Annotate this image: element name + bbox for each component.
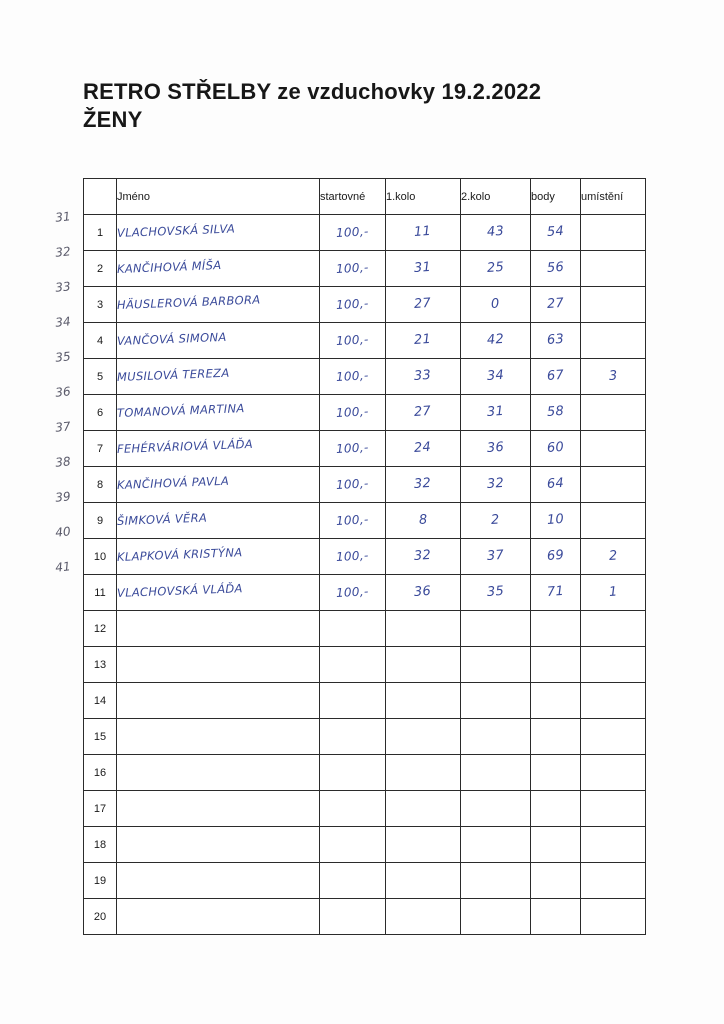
cell-points	[531, 863, 581, 899]
table-row	[84, 287, 646, 323]
margin-number: 38	[54, 454, 72, 470]
cell-points-handwriting: 56	[546, 259, 565, 276]
cell-entry-fee	[320, 791, 386, 827]
cell-entry-fee	[320, 575, 386, 611]
header-number	[84, 179, 117, 215]
cell-round2	[461, 431, 531, 467]
cell-round1-handwriting: 32	[413, 475, 433, 492]
cell-number: 18	[84, 827, 117, 863]
cell-placement	[581, 719, 646, 755]
cell-round2	[461, 287, 531, 323]
cell-placement	[581, 791, 646, 827]
cell-round1	[386, 359, 461, 395]
cell-placement	[581, 539, 646, 575]
table-row	[84, 395, 646, 431]
cell-round2	[461, 863, 531, 899]
cell-round1	[386, 791, 461, 827]
header-name: Jméno	[117, 179, 320, 215]
cell-round2	[461, 359, 531, 395]
results-table	[83, 178, 646, 935]
table-row	[84, 323, 646, 359]
header-placement: umístění	[581, 179, 646, 215]
header-round2: 2.kolo	[461, 179, 531, 215]
cell-number: 1	[84, 215, 117, 251]
margin-number: 39	[54, 489, 72, 505]
cell-name-handwriting: HÄUSLEROVÁ BARBORA	[116, 291, 261, 312]
cell-round2	[461, 647, 531, 683]
cell-round2	[461, 539, 531, 575]
table-row	[84, 575, 646, 611]
cell-name-handwriting: ŠIMKOVÁ VĚRA	[116, 510, 208, 528]
cell-name	[117, 215, 320, 251]
cell-entry-fee-handwriting: 100,-	[335, 367, 370, 384]
cell-round2-handwriting: 36	[486, 439, 505, 456]
header-round1: 1.kolo	[386, 179, 461, 215]
cell-round1-handwriting: 33	[413, 367, 433, 384]
cell-placement	[581, 503, 646, 539]
cell-round1	[386, 287, 461, 323]
cell-entry-fee-handwriting: 100,-	[335, 295, 370, 312]
cell-name-handwriting: KANČIHOVÁ PAVLA	[116, 473, 230, 492]
cell-round1	[386, 431, 461, 467]
cell-name-handwriting: MUSILOVÁ TEREZA	[116, 365, 230, 384]
cell-round2-handwriting: 2	[490, 512, 501, 528]
cell-entry-fee	[320, 719, 386, 755]
cell-entry-fee	[320, 431, 386, 467]
margin-number: 36	[54, 384, 72, 400]
cell-number: 3	[84, 287, 117, 323]
cell-entry-fee	[320, 755, 386, 791]
cell-round1-handwriting: 11	[413, 223, 433, 240]
cell-name	[117, 827, 320, 863]
cell-name	[117, 251, 320, 287]
cell-round1	[386, 827, 461, 863]
table-row	[84, 827, 646, 863]
cell-name	[117, 719, 320, 755]
cell-round2	[461, 899, 531, 935]
cell-points	[531, 251, 581, 287]
cell-points	[531, 431, 581, 467]
cell-number: 17	[84, 791, 117, 827]
cell-points	[531, 683, 581, 719]
table-row	[84, 467, 646, 503]
cell-placement	[581, 251, 646, 287]
margin-number: 33	[54, 279, 72, 295]
cell-number: 6	[84, 395, 117, 431]
cell-name-handwriting: KANČIHOVÁ MÍŠA	[116, 257, 222, 276]
cell-name	[117, 647, 320, 683]
cell-number: 4	[84, 323, 117, 359]
cell-points	[531, 287, 581, 323]
cell-round2-handwriting: 34	[486, 367, 505, 384]
cell-name-handwriting: KLAPKOVÁ KRISTÝNA	[116, 544, 243, 564]
cell-round2	[461, 503, 531, 539]
cell-placement	[581, 899, 646, 935]
cell-entry-fee-handwriting: 100,-	[335, 223, 370, 240]
table-row	[84, 431, 646, 467]
cell-round1	[386, 755, 461, 791]
cell-round1-handwriting: 31	[413, 259, 433, 276]
header-entry-fee: startovné	[320, 179, 386, 215]
cell-round1-handwriting: 24	[413, 439, 433, 456]
cell-points-handwriting: 63	[546, 331, 565, 348]
cell-placement	[581, 575, 646, 611]
cell-round2-handwriting: 42	[486, 331, 505, 348]
cell-round1	[386, 719, 461, 755]
margin-number: 34	[54, 314, 72, 330]
cell-placement-handwriting: 1	[608, 584, 618, 600]
cell-entry-fee	[320, 683, 386, 719]
cell-points-handwriting: 27	[546, 295, 565, 312]
cell-name	[117, 791, 320, 827]
cell-round1	[386, 539, 461, 575]
table-row	[84, 539, 646, 575]
cell-placement	[581, 359, 646, 395]
cell-name	[117, 359, 320, 395]
cell-entry-fee	[320, 251, 386, 287]
cell-points	[531, 575, 581, 611]
cell-placement	[581, 683, 646, 719]
table-row	[84, 719, 646, 755]
cell-round2	[461, 683, 531, 719]
cell-entry-fee	[320, 539, 386, 575]
table-row	[84, 755, 646, 791]
cell-number: 7	[84, 431, 117, 467]
cell-round1-handwriting: 27	[413, 403, 433, 420]
cell-round2-handwriting: 31	[486, 403, 505, 420]
margin-number: 32	[54, 244, 72, 260]
cell-entry-fee-handwriting: 100,-	[335, 475, 370, 492]
cell-name	[117, 683, 320, 719]
cell-number: 16	[84, 755, 117, 791]
cell-round1-handwriting: 27	[413, 295, 433, 312]
cell-points	[531, 755, 581, 791]
table-row	[84, 791, 646, 827]
cell-entry-fee	[320, 611, 386, 647]
cell-name	[117, 863, 320, 899]
cell-number: 19	[84, 863, 117, 899]
cell-round1	[386, 395, 461, 431]
margin-number: 40	[54, 524, 72, 540]
cell-number: 9	[84, 503, 117, 539]
header-points: body	[531, 179, 581, 215]
cell-number: 13	[84, 647, 117, 683]
cell-round1	[386, 215, 461, 251]
table-row	[84, 899, 646, 935]
cell-round2	[461, 395, 531, 431]
cell-points	[531, 791, 581, 827]
cell-name	[117, 467, 320, 503]
cell-round1-handwriting: 8	[418, 512, 428, 528]
cell-round2	[461, 575, 531, 611]
cell-round2-handwriting: 25	[486, 259, 505, 276]
cell-round2	[461, 719, 531, 755]
cell-round2	[461, 611, 531, 647]
cell-points	[531, 359, 581, 395]
cell-entry-fee	[320, 503, 386, 539]
cell-points-handwriting: 54	[546, 223, 565, 240]
cell-round2-handwriting: 32	[486, 475, 505, 492]
cell-round1	[386, 503, 461, 539]
cell-round1-handwriting: 32	[413, 547, 433, 564]
cell-placement	[581, 215, 646, 251]
cell-placement	[581, 827, 646, 863]
cell-entry-fee	[320, 863, 386, 899]
cell-round2-handwriting: 0	[490, 296, 501, 312]
margin-number: 31	[54, 209, 72, 225]
table-row	[84, 863, 646, 899]
cell-points-handwriting: 60	[546, 439, 565, 456]
cell-round2	[461, 467, 531, 503]
margin-number: 35	[54, 349, 72, 365]
margin-number: 41	[54, 559, 72, 575]
cell-points	[531, 395, 581, 431]
cell-points	[531, 611, 581, 647]
cell-entry-fee	[320, 899, 386, 935]
cell-number: 15	[84, 719, 117, 755]
cell-entry-fee	[320, 323, 386, 359]
title-line-2: ŽENY	[83, 107, 143, 133]
cell-entry-fee	[320, 467, 386, 503]
cell-round1	[386, 899, 461, 935]
cell-placement	[581, 467, 646, 503]
cell-name	[117, 611, 320, 647]
cell-entry-fee-handwriting: 100,-	[335, 259, 370, 276]
cell-points	[531, 827, 581, 863]
cell-placement-handwriting: 2	[608, 548, 618, 564]
cell-round2	[461, 215, 531, 251]
cell-round1	[386, 611, 461, 647]
cell-placement	[581, 287, 646, 323]
cell-placement	[581, 647, 646, 683]
cell-entry-fee	[320, 359, 386, 395]
cell-number: 8	[84, 467, 117, 503]
cell-round2-handwriting: 37	[486, 547, 505, 564]
table-row	[84, 683, 646, 719]
cell-entry-fee-handwriting: 100,-	[335, 403, 370, 420]
table-row	[84, 215, 646, 251]
cell-round2-handwriting: 35	[486, 583, 505, 600]
cell-entry-fee	[320, 287, 386, 323]
cell-points	[531, 467, 581, 503]
cell-round2	[461, 755, 531, 791]
cell-points	[531, 215, 581, 251]
cell-name	[117, 539, 320, 575]
cell-entry-fee-handwriting: 100,-	[335, 439, 370, 456]
table-row	[84, 647, 646, 683]
cell-name	[117, 575, 320, 611]
cell-placement	[581, 755, 646, 791]
cell-round1	[386, 323, 461, 359]
cell-name-handwriting: VANČOVÁ SIMONA	[116, 329, 227, 348]
cell-round2	[461, 791, 531, 827]
cell-round2	[461, 323, 531, 359]
cell-round1-handwriting: 36	[413, 583, 433, 600]
cell-number: 11	[84, 575, 117, 611]
cell-entry-fee-handwriting: 100,-	[335, 511, 370, 528]
cell-points	[531, 719, 581, 755]
cell-name-handwriting: VLACHOVSKÁ SILVA	[116, 220, 236, 240]
cell-round1-handwriting: 21	[413, 331, 433, 348]
title-line-1: RETRO STŘELBY ze vzduchovky 19.2.2022	[83, 79, 542, 104]
cell-entry-fee	[320, 827, 386, 863]
cell-points	[531, 503, 581, 539]
cell-round1	[386, 467, 461, 503]
cell-placement-handwriting: 3	[608, 368, 618, 384]
cell-round1	[386, 647, 461, 683]
cell-points-handwriting: 64	[546, 475, 565, 492]
cell-entry-fee	[320, 395, 386, 431]
cell-points	[531, 539, 581, 575]
cell-round2	[461, 251, 531, 287]
cell-points	[531, 323, 581, 359]
cell-name	[117, 287, 320, 323]
cell-number: 14	[84, 683, 117, 719]
cell-round2	[461, 827, 531, 863]
cell-name	[117, 503, 320, 539]
cell-entry-fee-handwriting: 100,-	[335, 331, 370, 348]
cell-name-handwriting: FEHÉRVÁRIOVÁ VLÁĎA	[116, 436, 254, 456]
cell-points-handwriting: 58	[546, 403, 565, 420]
cell-placement	[581, 863, 646, 899]
cell-entry-fee	[320, 215, 386, 251]
cell-placement	[581, 611, 646, 647]
cell-entry-fee-handwriting: 100,-	[335, 583, 370, 600]
table-row	[84, 359, 646, 395]
cell-name	[117, 323, 320, 359]
table-row	[84, 503, 646, 539]
table-row	[84, 251, 646, 287]
cell-placement	[581, 431, 646, 467]
cell-number: 5	[84, 359, 117, 395]
cell-name	[117, 755, 320, 791]
cell-name-handwriting: TOMANOVÁ MARTINA	[116, 400, 245, 420]
cell-number: 2	[84, 251, 117, 287]
table-header-row	[84, 179, 646, 215]
cell-number: 10	[84, 539, 117, 575]
cell-name	[117, 899, 320, 935]
cell-points-handwriting: 71	[546, 583, 565, 600]
cell-placement	[581, 395, 646, 431]
cell-entry-fee	[320, 647, 386, 683]
cell-round1	[386, 863, 461, 899]
document-title	[83, 78, 683, 134]
cell-round1	[386, 575, 461, 611]
cell-placement	[581, 323, 646, 359]
cell-name	[117, 395, 320, 431]
cell-number: 20	[84, 899, 117, 935]
cell-name	[117, 431, 320, 467]
table-row	[84, 611, 646, 647]
cell-name-handwriting: VLACHOVSKÁ VLÁĎA	[116, 580, 243, 600]
cell-points	[531, 899, 581, 935]
cell-points	[531, 647, 581, 683]
cell-round1	[386, 683, 461, 719]
cell-points-handwriting: 10	[546, 511, 565, 528]
cell-points-handwriting: 69	[546, 547, 565, 564]
cell-number: 12	[84, 611, 117, 647]
cell-entry-fee-handwriting: 100,-	[335, 547, 370, 564]
table-body	[84, 215, 646, 935]
margin-number: 37	[54, 419, 72, 435]
cell-round2-handwriting: 43	[486, 223, 505, 240]
cell-points-handwriting: 67	[546, 367, 565, 384]
cell-round1	[386, 251, 461, 287]
margin-number-list	[46, 200, 80, 585]
